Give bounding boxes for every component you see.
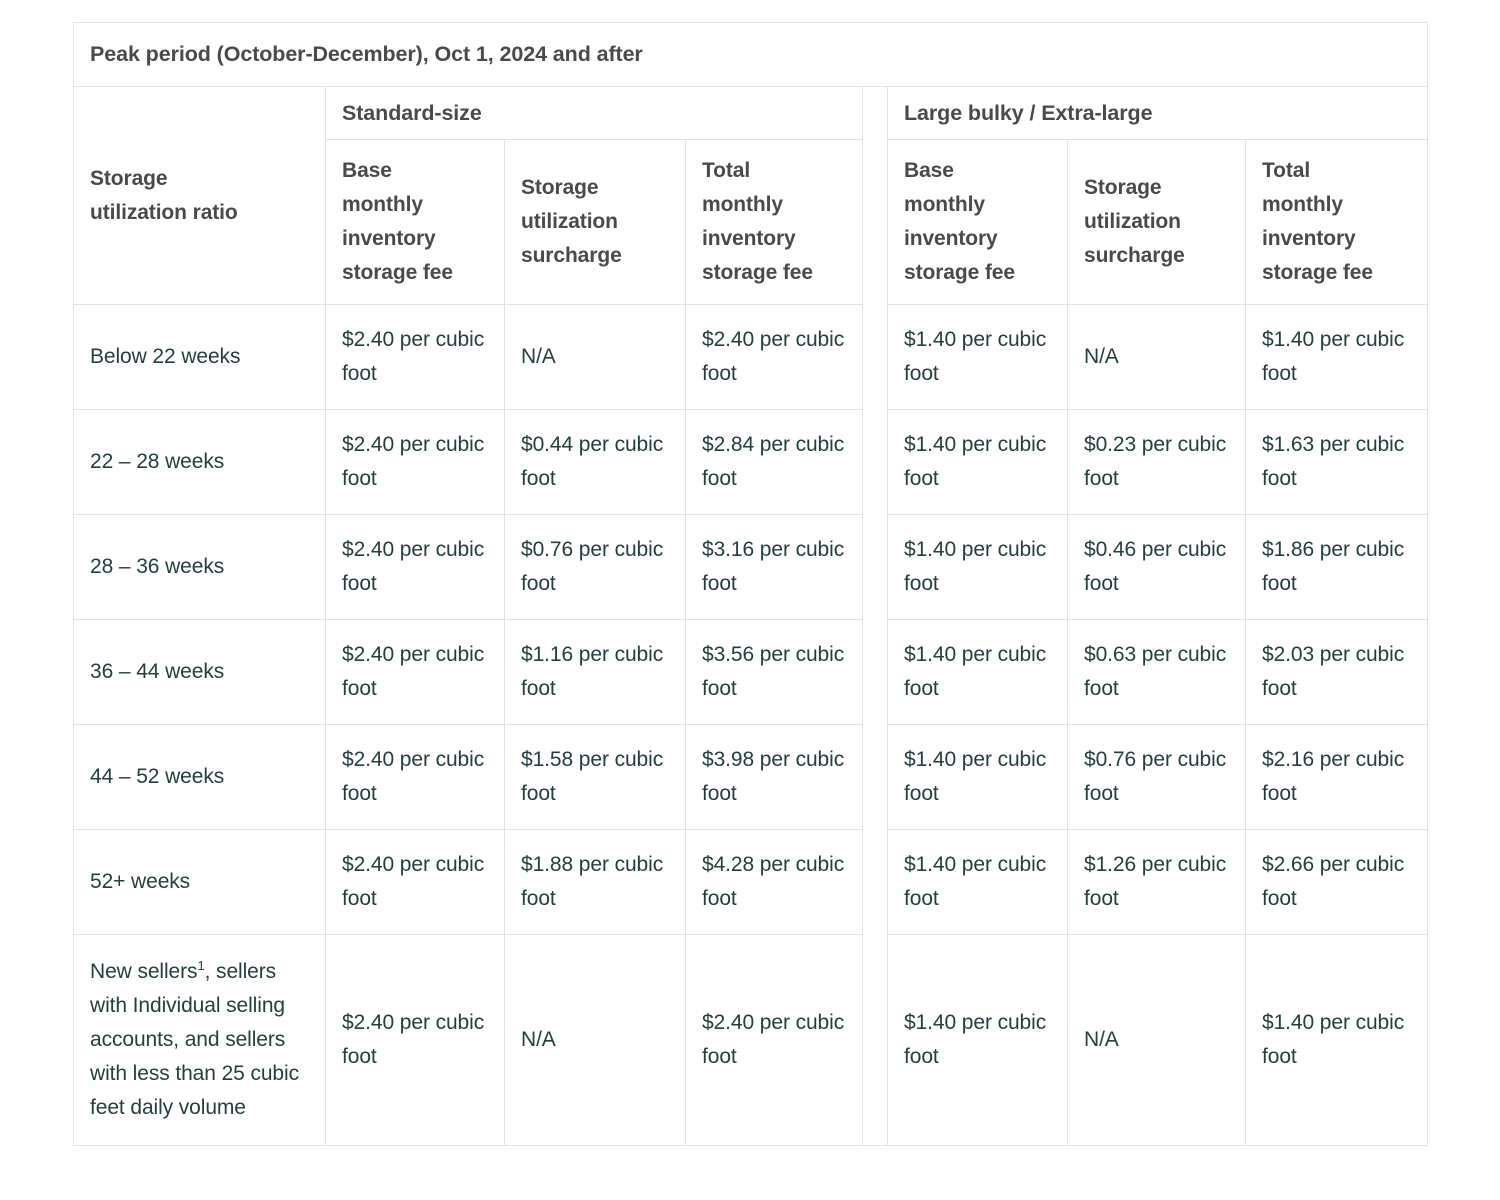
column-group-gutter xyxy=(863,515,888,620)
header-lg-total-fee: Total monthly inventory storage fee xyxy=(1246,140,1428,305)
cell-lg-surcharge: N/A xyxy=(1068,935,1246,1146)
storage-fee-table xyxy=(73,22,1428,1146)
cell-std-total: $3.98 per cubic foot xyxy=(686,725,863,830)
cell-lg-surcharge: $0.46 per cubic foot xyxy=(1068,515,1246,620)
cell-std-base: $2.40 per cubic foot xyxy=(326,410,505,515)
cell-lg-surcharge: $1.26 per cubic foot xyxy=(1068,830,1246,935)
cell-lg-surcharge: $0.23 per cubic foot xyxy=(1068,410,1246,515)
cell-std-base: $2.40 per cubic foot xyxy=(326,515,505,620)
row-label-text: New sellers xyxy=(90,960,198,984)
cell-std-surcharge: $1.16 per cubic foot xyxy=(505,620,686,725)
cell-std-total: $2.40 per cubic foot xyxy=(686,305,863,410)
cell-lg-total: $2.03 per cubic foot xyxy=(1246,620,1428,725)
cell-std-surcharge: $0.44 per cubic foot xyxy=(505,410,686,515)
cell-std-total: $3.16 per cubic foot xyxy=(686,515,863,620)
group-header-large-bulky-extra-large: Large bulky / Extra-large xyxy=(888,87,1428,140)
cell-lg-base: $1.40 per cubic foot xyxy=(888,830,1068,935)
row-label: 44 – 52 weeks xyxy=(74,725,326,830)
cell-std-surcharge: N/A xyxy=(505,935,686,1146)
cell-std-base: $2.40 per cubic foot xyxy=(326,620,505,725)
cell-lg-total: $1.40 per cubic foot xyxy=(1246,935,1428,1146)
row-label: 36 – 44 weeks xyxy=(74,620,326,725)
row-label: 52+ weeks xyxy=(74,830,326,935)
cell-lg-surcharge: $0.63 per cubic foot xyxy=(1068,620,1246,725)
page-title: Peak period (October-December), Oct 1, 2024 and after xyxy=(74,23,1428,87)
group-header-standard-size: Standard-size xyxy=(326,87,863,140)
row-label: Below 22 weeks xyxy=(74,305,326,410)
cell-std-base: $2.40 per cubic foot xyxy=(326,725,505,830)
cell-lg-base: $1.40 per cubic foot xyxy=(888,515,1068,620)
table-row xyxy=(74,305,1428,410)
cell-std-total: $2.40 per cubic foot xyxy=(686,935,863,1146)
row-label: 22 – 28 weeks xyxy=(74,410,326,515)
cell-lg-total: $1.86 per cubic foot xyxy=(1246,515,1428,620)
table-row xyxy=(74,515,1428,620)
header-std-total-fee: Total monthly inventory storage fee xyxy=(686,140,863,305)
cell-lg-surcharge: N/A xyxy=(1068,305,1246,410)
column-group-gutter xyxy=(863,935,888,1146)
column-group-gutter xyxy=(863,87,888,140)
row-label: 28 – 36 weeks xyxy=(74,515,326,620)
row-label-new-sellers xyxy=(74,935,326,1146)
column-group-gutter xyxy=(863,305,888,410)
table-title-row xyxy=(74,23,1428,87)
row-label-text-rest: , sellers with Individual selling accounts, and sellers with less than 25 cubic feet daily volume xyxy=(90,960,299,1120)
table-row xyxy=(74,725,1428,830)
cell-std-surcharge: $1.58 per cubic foot xyxy=(505,725,686,830)
cell-lg-base: $1.40 per cubic foot xyxy=(888,725,1068,830)
cell-std-surcharge: N/A xyxy=(505,305,686,410)
cell-std-base: $2.40 per cubic foot xyxy=(326,305,505,410)
cell-lg-surcharge: $0.76 per cubic foot xyxy=(1068,725,1246,830)
column-group-gutter xyxy=(863,140,888,305)
header-std-base-fee: Base monthly inventory storage fee xyxy=(326,140,505,305)
header-lg-base-fee: Base monthly inventory storage fee xyxy=(888,140,1068,305)
table-row xyxy=(74,935,1428,1146)
column-group-gutter xyxy=(863,830,888,935)
cell-lg-base: $1.40 per cubic foot xyxy=(888,410,1068,515)
header-storage-utilization-ratio: Storage utilization ratio xyxy=(74,87,326,305)
cell-std-surcharge: $0.76 per cubic foot xyxy=(505,515,686,620)
cell-lg-base: $1.40 per cubic foot xyxy=(888,305,1068,410)
table-row xyxy=(74,410,1428,515)
cell-std-base: $2.40 per cubic foot xyxy=(326,830,505,935)
footnote-marker: 1 xyxy=(197,958,205,974)
cell-std-surcharge: $1.88 per cubic foot xyxy=(505,830,686,935)
cell-lg-total: $1.63 per cubic foot xyxy=(1246,410,1428,515)
group-header-row xyxy=(74,87,1428,140)
cell-std-total: $3.56 per cubic foot xyxy=(686,620,863,725)
column-group-gutter xyxy=(863,725,888,830)
cell-lg-total: $2.16 per cubic foot xyxy=(1246,725,1428,830)
fee-table-container xyxy=(73,22,1427,1146)
header-std-surcharge: Storage utilization surcharge xyxy=(505,140,686,305)
cell-std-total: $2.84 per cubic foot xyxy=(686,410,863,515)
cell-lg-total: $1.40 per cubic foot xyxy=(1246,305,1428,410)
cell-lg-total: $2.66 per cubic foot xyxy=(1246,830,1428,935)
table-row xyxy=(74,830,1428,935)
column-group-gutter xyxy=(863,410,888,515)
table-row xyxy=(74,620,1428,725)
header-lg-surcharge: Storage utilization surcharge xyxy=(1068,140,1246,305)
cell-lg-base: $1.40 per cubic foot xyxy=(888,935,1068,1146)
column-group-gutter xyxy=(863,620,888,725)
cell-std-total: $4.28 per cubic foot xyxy=(686,830,863,935)
cell-lg-base: $1.40 per cubic foot xyxy=(888,620,1068,725)
cell-std-base: $2.40 per cubic foot xyxy=(326,935,505,1146)
